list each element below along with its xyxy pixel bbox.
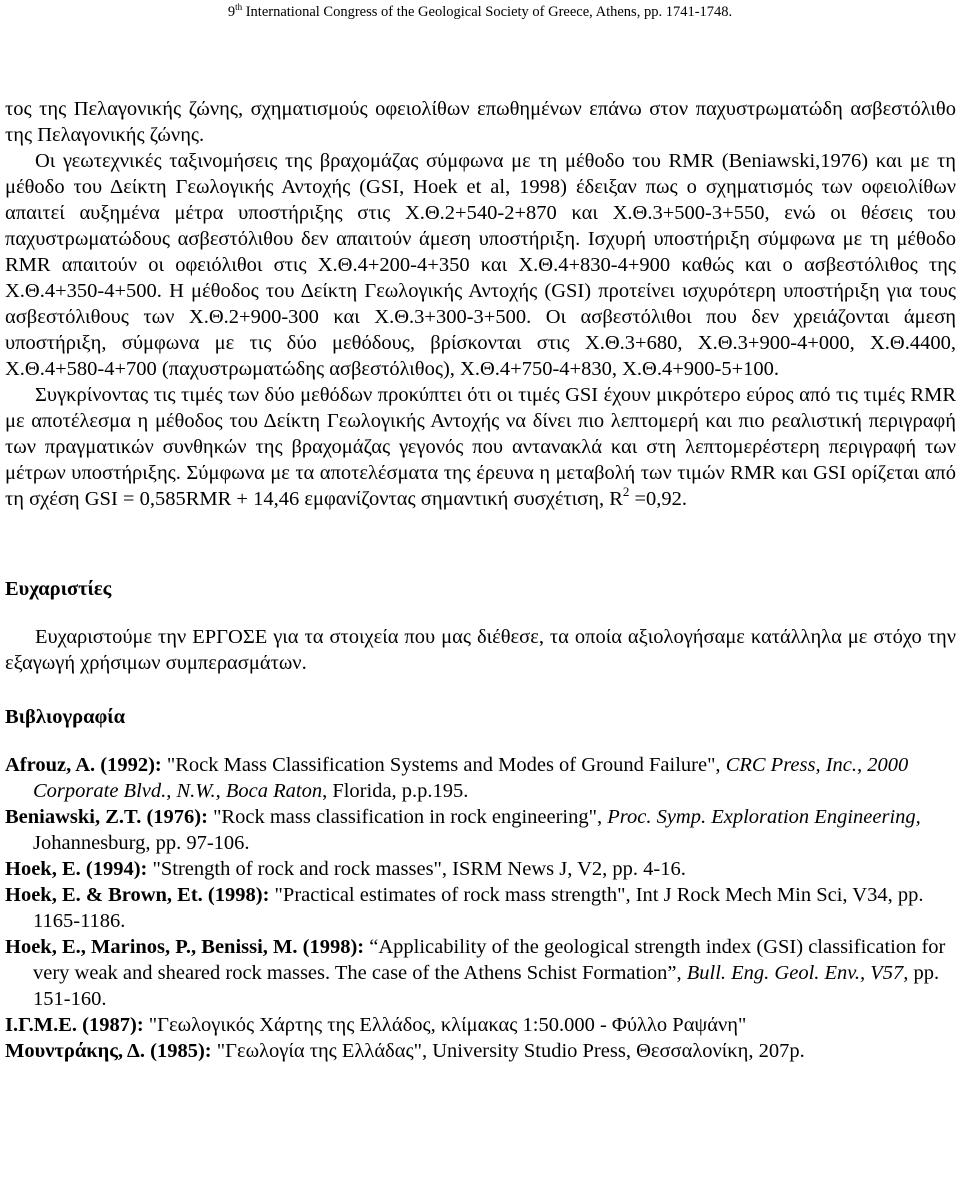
reference-title: “Applicability of the geological strength index (GSI) classification for very weak and sheared rock masses. The case of the Athens Schist Formation”,: [33, 936, 946, 984]
header-superscript: th: [235, 2, 243, 12]
comparison-end: =0,92.: [629, 488, 688, 510]
reference-tail: pp. 151-160.: [33, 962, 940, 1010]
paragraph-comparison: [5, 382, 956, 512]
reference-item: [5, 1012, 956, 1038]
references-heading: Βιβλιογραφία: [5, 706, 126, 728]
reference-journal: Bull. Eng. Geol. Env., V57,: [686, 962, 909, 984]
reference-item: [5, 1038, 956, 1064]
r-squared-superscript: 2: [622, 484, 630, 499]
page-header: [0, 3, 960, 21]
reference-item: [5, 804, 956, 856]
header-text: International Congress of the Geological Society of Greece, Athens, pp. 1741-1748.: [242, 4, 733, 20]
reference-tail: , Florida, p.p.195.: [322, 780, 469, 802]
acknowledgements-heading: Ευχαριστίες: [5, 578, 112, 600]
reference-authors: Afrouz, A. (1992):: [5, 754, 162, 776]
comparison-text: Συγκρίνοντας τις τιμές των δύο μεθόδων προκύπτει ότι οι τιμές GSI έχουν μικρότερο εύρος από τις τιμές RMR με αποτέλεσμα η μέθοδος του Δείκτη Γεωλογικής Αντοχής να δίνει πιο λεπτομερή και πιο ρεαλιστική περιγραφή των πραγματικών συνθηκών της βραχομάζας γεγονός που αντανακλά και στη λεπτομερέστερη περιγραφή των μέτρων υποστήριξης. Σύμφωνα με τα αποτελέσματα της έρευνα η μεταβολή των τιμών RMR και GSI ορίζεται από τη σχέση GSI = 0,585RMR + 14,46 εμφανίζοντας σημαντική συσχέτιση, R: [5, 384, 956, 510]
reference-title: "Practical estimates of rock mass strength", Int J Rock Mech Min Sci, V34, pp. 1165-1186.: [33, 884, 924, 932]
reference-authors: Hoek, E., Marinos, P., Benissi, M. (1998):: [5, 936, 365, 958]
reference-title: "Strength of rock and rock masses", ISRM News J, V2, pp. 4-16.: [147, 858, 686, 880]
reference-authors: Hoek, E. (1994):: [5, 858, 148, 880]
reference-title: "Rock mass classification in rock engineering",: [207, 806, 608, 828]
reference-list: [5, 752, 956, 1064]
reference-item: [5, 856, 956, 882]
reference-authors: Beniawski, Z.T. (1976):: [5, 806, 208, 828]
reference-title: "Γεωλογία της Ελλάδας", University Studio Press, Θεσσαλονίκη, 207p.: [211, 1040, 805, 1062]
document-body: [5, 96, 956, 1064]
reference-title: "Rock Mass Classification Systems and Modes of Ground Failure",: [161, 754, 726, 776]
paragraph-continuation: τος της Πελαγονικής ζώνης, σχηματισμούς οφειολίθων επωθημένων επάνω στον παχυστρωματώδη ασβεστόλιθο της Πελαγονικής ζώνης.: [5, 98, 956, 146]
reference-title: "Γεωλογικός Χάρτης της Ελλάδος, κλίμακας 1:50.000 - Φύλλο Ραψάνη": [143, 1014, 747, 1036]
reference-item: [5, 882, 956, 934]
reference-journal: Proc. Symp. Exploration Engineering,: [607, 806, 921, 828]
reference-item: [5, 934, 956, 1012]
reference-item: [5, 752, 956, 804]
paragraph-classification: Οι γεωτεχνικές ταξινομήσεις της βραχομάζας σύμφωνα με τη μέθοδο του RMR (Beniawski,1976) και με τη μέθοδο του Δείκτη Γεωλογικής Αντοχής (GSI, Hoek et al, 1998) έδειξαν πως ο σχηματισμός των οφειολίθων απαιτεί αυξημένα μέτρα υποστήριξης στις Χ.Θ.2+540-2+870 και Χ.Θ.3+500-3+550, ενώ οι θέσεις του παχυστρωματώδους ασβεστόλιθου δεν απαιτούν άμεση υποστήριξη. Ισχυρή υποστήριξη σύμφωνα με τη μέθοδο RMR απαιτούν οι οφειόλιθοι στις Χ.Θ.4+200-4+350 και Χ.Θ.4+830-4+900 καθώς και ο ασβεστόλιθος της Χ.Θ.4+350-4+500. Η μέθοδος του Δείκτη Γεωλογικής Αντοχής (GSI) προτείνει ισχυρότερη υποστήριξη για τους ασβεστόλιθους των Χ.Θ.2+900-300 και Χ.Θ.3+300-3+500. Οι ασβεστόλιθοι που δεν χρειάζονται άμεση υποστήριξη, σύμφωνα με τις δύο μεθόδους, βρίσκονται στις Χ.Θ.3+680, Χ.Θ.3+900-4+000, Χ.Θ.4400, Χ.Θ.4+580-4+700 (παχυστρωματώδης ασβεστόλιθος), Χ.Θ.4+750-4+830, Χ.Θ.4+900-5+100.: [5, 150, 956, 380]
reference-tail: Johannesburg, pp. 97-106.: [33, 832, 250, 854]
reference-journal: CRC Press, Inc., 2000 Corporate Blvd., N.W., Boca Raton: [33, 754, 909, 802]
header-number: 9: [227, 4, 236, 20]
reference-authors: Ι.Γ.Μ.Ε. (1987):: [5, 1014, 144, 1036]
reference-authors: Hoek, E. & Brown, Et. (1998):: [5, 884, 270, 906]
reference-authors: Μουντράκης, Δ. (1985):: [5, 1040, 212, 1062]
acknowledgements-text: Ευχαριστούμε την ΕΡΓΟΣΕ για τα στοιχεία που μας διέθεσε, τα οποία αξιολογήσαμε κατάλληλα με στόχο την εξαγωγή χρήσιμων συμπερασμάτων.: [5, 626, 956, 674]
